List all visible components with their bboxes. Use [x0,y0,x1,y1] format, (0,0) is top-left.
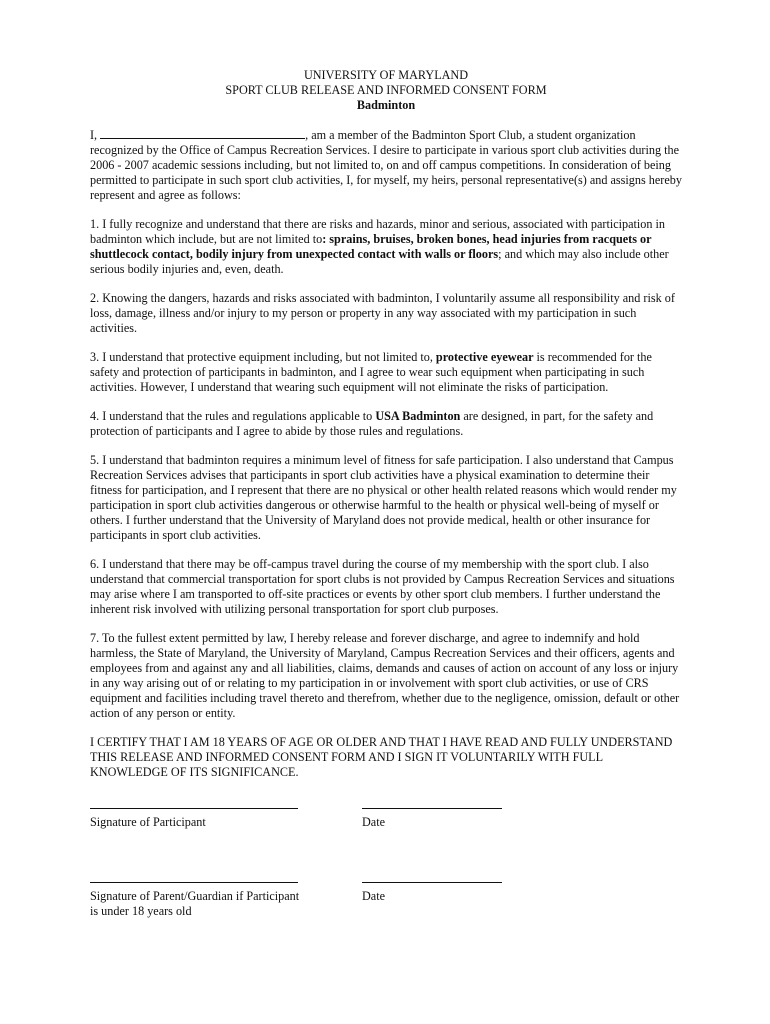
clause-1-text-a: 1. I fully recognize and understand that there are risks and hazards, minor and serious, associated with participation in badminton which include, but are not limited to [90,217,665,246]
clause-6: 6. I understand that there may be off-campus travel during the course of my membership with the sport club. I also understand that commercial transportation for sport clubs is not provided by Campus Recreation Services and situations may arise where I am transported to off-site practices or events by other sport club members. I further understand the inherent risk involved with utilizing personal transportation for sport club purposes. [90,557,675,616]
guardian-date-label: Date [362,889,386,903]
clause-7: 7. To the fullest extent permitted by law, I hereby release and forever discharge, and agree to indemnify and hold harmless, the State of Maryland, the University of Maryland, Campus Recreation Services and their officers, agents and employees from and against any and all liabilities, claims, demands and causes of action on account of any loss or injury in any way arising out of or relating to my participation in or involvement with sport club activities, or use of CRS equipment and facilities including travel thereto and therefrom, whether due to the negligence, omission, default or other action of any person or entity. [90,631,680,720]
clause-1-risks-bold: : sprains, bruises, broken bones, head injuries from racquets or shuttlecock contact, bodily injury from unexpected contact with walls or floors [90,232,652,261]
sport-name: Badminton [356,98,416,112]
clause-4-text-b: are designed, in part, for the safety and protection of participants and I agree to abide by those rules and regulations. [90,409,654,438]
guardian-label-line-2: is under 18 years old [90,904,192,918]
guardian-date-block [362,882,502,904]
intro-text: , am a member of the Badminton Sport Club, a student organization recognized by the Office of Campus Recreation Services. I desire to participate in various sport club activities during the 2006 - 2007 academic sessions including, but not limited to, on and off campus competitions. In consideration of being permitted to participate in such sport club activities, I, for myself, my heirs, personal representative(s) and assigns hereby represent and agree as follows: [90,128,682,202]
intro-paragraph [90,127,682,203]
clause-2: 2. Knowing the dangers, hazards and risks associated with badminton, I voluntarily assume all responsibility and risk of loss, damage, illness and/or injury to my person or property in any way associated with my participation in such activities. [90,291,675,335]
guardian-date-line[interactable] [362,882,502,883]
university-name: UNIVERSITY OF MARYLAND [303,68,469,82]
form-title: SPORT CLUB RELEASE AND INFORMED CONSENT FORM [225,83,547,97]
guardian-signature-label [90,889,320,919]
participant-signature-label: Signature of Participant [90,815,206,829]
guardian-label-line-1: Signature of Parent/Guardian if Participant [90,889,300,903]
clause-3-eyewear-bold: protective eyewear [435,350,534,364]
form-body [90,68,682,780]
participant-name-blank[interactable] [100,127,305,139]
participant-signature-block [90,808,320,830]
clause-1 [90,217,682,277]
clause-3 [90,350,682,395]
participant-date-block [362,808,502,830]
participant-date-label: Date [362,815,386,829]
certification-statement: I CERTIFY THAT I AM 18 YEARS OF AGE OR OLDER AND THAT I HAVE READ AND FULLY UNDERSTAND THIS RELEASE AND INFORMED CONSENT FORM AND I SIGN IT VOLUNTARILY WITH FULL KNOWLEDGE OF ITS SIGNIFICANCE. [90,735,673,779]
clause-3-text-a: 3. I understand that protective equipment including, but not limited to, [90,350,433,364]
clause-3-text-b: is recommended for the safety and protection of participants in badminton, and I agree to wear such equipment when participating in such activities. However, I understand that wearing such equipment will not eliminate the risks of participation. [90,350,652,394]
clause-4-usa-badminton-bold: USA Badminton [375,409,461,423]
form-header [90,68,682,113]
guardian-signature-line[interactable] [90,882,298,883]
clause-4-text-a: 4. I understand that the rules and regulations applicable to [90,409,373,423]
clause-1-text-b: ; and which may also include other serious bodily injuries and, even, death. [90,247,669,276]
guardian-signature-block [90,882,320,919]
participant-signature-line[interactable] [90,808,298,809]
participant-date-line[interactable] [362,808,502,809]
clause-4 [90,409,682,439]
clause-5: 5. I understand that badminton requires a minimum level of fitness for safe participation. I also understand that Campus Recreation Services advises that participants in sport club activities have a physical examination to determine their fitness for participation, and I represent that there are no physical or other health related reasons which would render my participation in sport club activities dangerous or otherwise harmful to the health or physical well-being of myself or others. I further understand that the University of Maryland does not provide medical, health or other insurance for participants in sport club activities. [90,453,677,542]
intro-prefix: I, [90,128,98,142]
